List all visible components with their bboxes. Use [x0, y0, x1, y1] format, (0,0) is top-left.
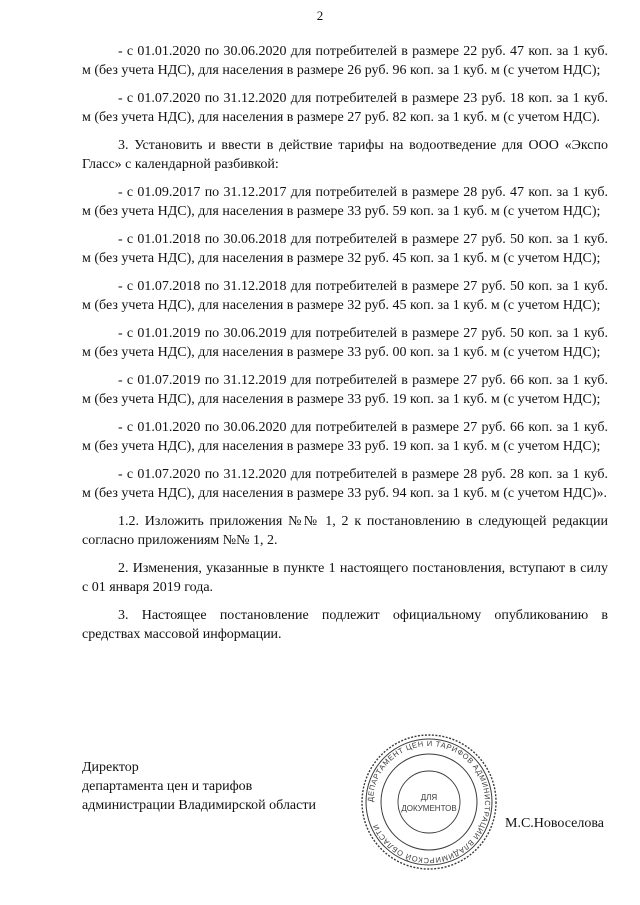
paragraph: 3. Установить и ввести в действие тарифы на водоотведение для ООО «Экспо Гласс» с календарной разбивкой:: [82, 138, 608, 172]
paragraph: - с 01.07.2019 по 31.12.2019 для потребителей в размере 27 руб. 66 коп. за 1 куб. м (без учета НДС), для населения в размере 33 руб. 19 коп. за 1 куб. м (с учетом НДС);: [82, 373, 608, 407]
paragraph: 3. Настоящее постановление подлежит официальному опубликованию в средствах массовой информации.: [82, 608, 608, 642]
signature-block: [82, 758, 316, 815]
official-stamp: [360, 733, 498, 871]
signer-organization: администрации Владимирской области: [82, 798, 316, 813]
paragraph: - с 01.09.2017 по 31.12.2017 для потребителей в размере 28 руб. 47 коп. за 1 куб. м (без учета НДС), для населения в размере 33 руб. 59 коп. за 1 куб. м (с учетом НДС);: [82, 185, 608, 219]
paragraph: - с 01.01.2018 по 30.06.2018 для потребителей в размере 27 руб. 50 коп. за 1 куб. м (без учета НДС), для населения в размере 32 руб. 45 коп. за 1 куб. м (с учетом НДС);: [82, 232, 608, 266]
paragraph: - с 01.01.2019 по 30.06.2019 для потребителей в размере 27 руб. 50 коп. за 1 куб. м (без учета НДС), для населения в размере 33 руб. 00 коп. за 1 куб. м (с учетом НДС);: [82, 326, 608, 360]
paragraph: - с 01.07.2020 по 31.12.2020 для потребителей в размере 23 руб. 18 коп. за 1 куб. м (без учета НДС), для населения в размере 27 руб. 82 коп. за 1 куб. м (с учетом НДС).: [82, 91, 608, 125]
signer-title: Директор: [82, 760, 139, 775]
paragraph: 2. Изменения, указанные в пункте 1 настоящего постановления, вступают в силу с 01 января 2019 года.: [82, 561, 608, 595]
paragraph: - с 01.01.2020 по 30.06.2020 для потребителей в размере 22 руб. 47 коп. за 1 куб. м (без учета НДС), для населения в размере 26 руб. 96 коп. за 1 куб. м (с учетом НДС);: [82, 44, 608, 78]
stamp-inner-line1: ДЛЯ: [420, 793, 438, 802]
paragraph: 1.2. Изложить приложения №№ 1, 2 к постановлению в следующей редакции согласно приложениям №№ 1, 2.: [82, 514, 608, 548]
paragraph: - с 01.07.2020 по 31.12.2020 для потребителей в размере 28 руб. 28 коп. за 1 куб. м (без учета НДС), для населения в размере 33 руб. 94 коп. за 1 куб. м (с учетом НДС)».: [82, 467, 608, 501]
signer-name: М.С.Новоселова: [505, 816, 604, 831]
signer-department: департамента цен и тарифов: [82, 779, 253, 794]
stamp-inner-line2: ДОКУМЕНТОВ: [401, 804, 457, 813]
paragraph: - с 01.01.2020 по 30.06.2020 для потребителей в размере 27 руб. 66 коп. за 1 куб. м (без учета НДС), для населения в размере 33 руб. 19 коп. за 1 куб. м (с учетом НДС);: [82, 420, 608, 454]
page-number: 2: [316, 8, 324, 23]
stamp-ring-text: ДЕПАРТАМЕНТ ЦЕН И ТАРИФОВ АДМИНИСТРАЦИИ ВЛАДИМИРСКОЙ ОБЛАСТИ: [365, 738, 493, 866]
paragraph: - с 01.07.2018 по 31.12.2018 для потребителей в размере 27 руб. 50 коп. за 1 куб. м (без учета НДС), для населения в размере 32 руб. 45 коп. за 1 куб. м (с учетом НДС);: [82, 279, 608, 313]
document-body: [82, 42, 608, 653]
